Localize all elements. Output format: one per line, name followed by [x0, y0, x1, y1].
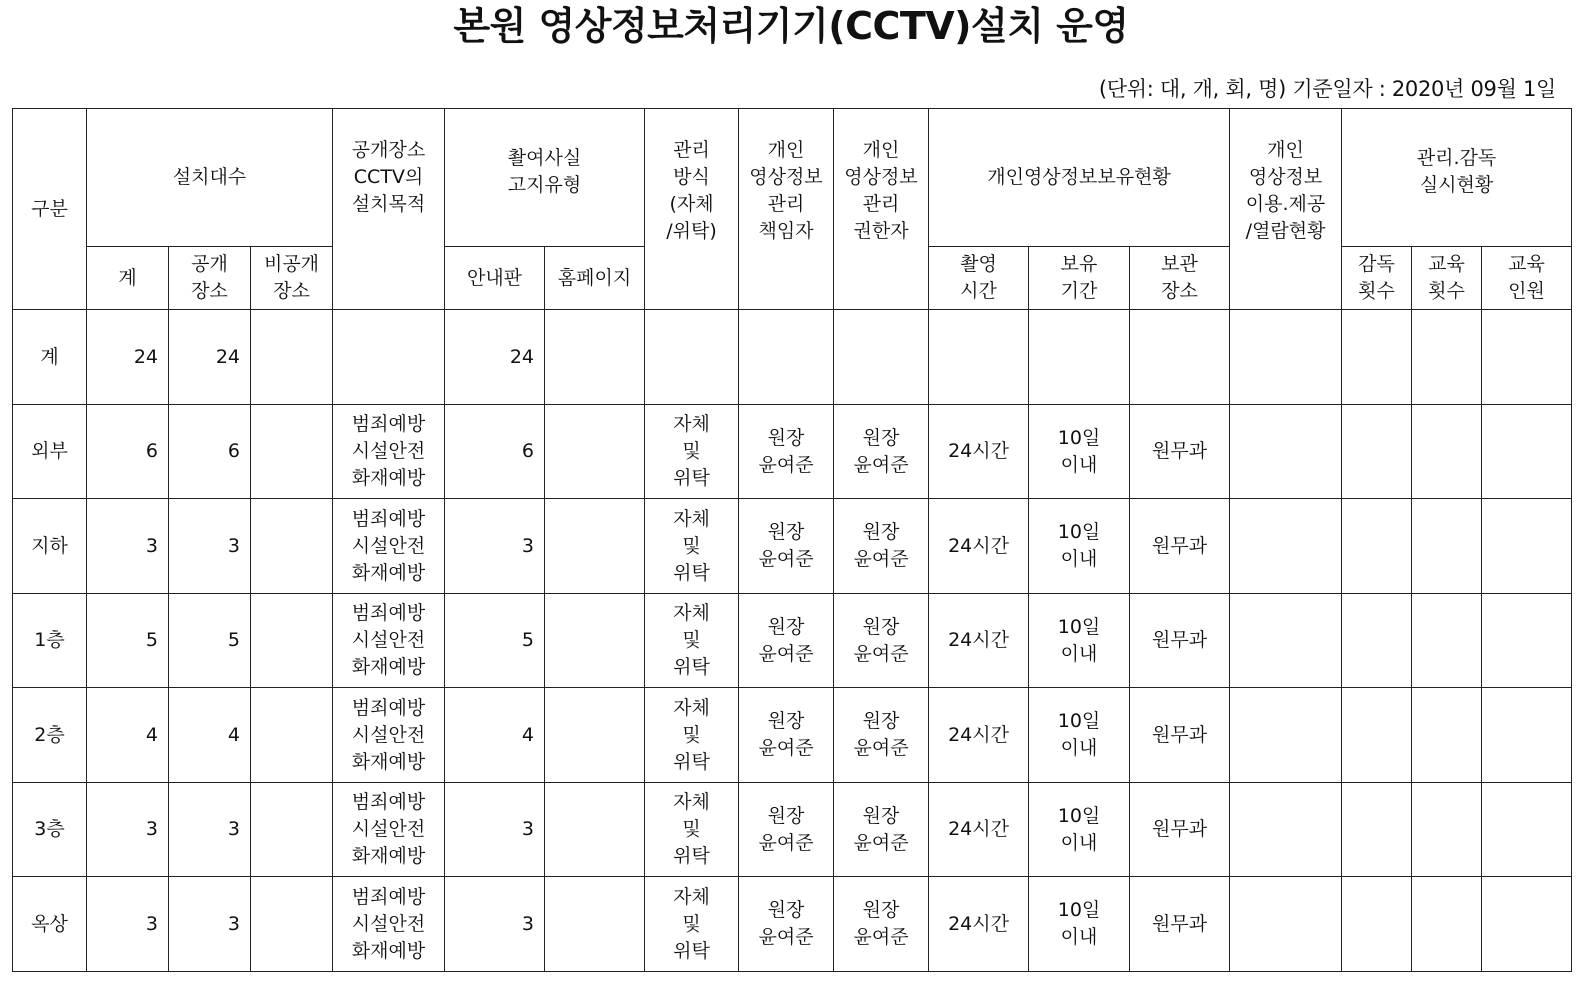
empty-cell	[545, 310, 645, 405]
empty-cell	[929, 310, 1029, 405]
row-management	[645, 782, 739, 877]
header-notice-line: 고지유형	[507, 174, 582, 196]
empty-cell	[1230, 404, 1342, 499]
header-row-1	[13, 109, 1572, 247]
row-authorized-line: 윤여준	[853, 453, 909, 476]
row-manager	[739, 877, 834, 972]
header-gubun: 구분	[13, 109, 87, 310]
empty-cell	[1412, 310, 1482, 405]
header-edu-people-line: 교육	[1508, 253, 1545, 276]
row-purpose-line: 시설안전	[351, 534, 426, 557]
empty-cell	[251, 499, 333, 594]
row-retention-line: 10일	[1057, 710, 1101, 733]
row-public: 6	[169, 404, 251, 499]
header-holding-status: 개인영상정보보유현황	[929, 109, 1230, 247]
row-manager-line: 윤여준	[758, 453, 814, 476]
row-management-line: 및	[682, 723, 701, 746]
empty-cell	[1342, 593, 1412, 688]
row-total: 3	[87, 782, 169, 877]
header-purpose-line: 설치목적	[351, 193, 426, 215]
row-manager	[739, 782, 834, 877]
empty-cell	[1342, 688, 1412, 783]
empty-cell	[251, 877, 333, 972]
row-authorized-line: 원장	[862, 521, 900, 544]
row-purpose-line: 범죄예방	[351, 696, 426, 719]
header-retention	[1029, 247, 1130, 310]
header-storage-line: 장소	[1161, 280, 1198, 303]
row-label: 2층	[13, 688, 87, 783]
header-sup-count	[1342, 247, 1412, 310]
empty-cell	[251, 688, 333, 783]
row-authorized-line: 원장	[862, 710, 900, 733]
row-public: 5	[169, 593, 251, 688]
empty-cell	[1342, 404, 1412, 499]
header-storage-line: 보관	[1161, 253, 1198, 276]
table-row	[13, 688, 1572, 783]
empty-cell	[1130, 310, 1230, 405]
row-retention-line: 이내	[1060, 737, 1098, 760]
row-purpose-line: 화재예방	[351, 939, 426, 962]
row-management-line: 위탁	[673, 467, 710, 490]
row-manager-line: 원장	[767, 710, 805, 733]
row-retention-line: 10일	[1057, 615, 1101, 638]
row-management-line: 자체	[673, 885, 710, 908]
empty-cell	[1412, 499, 1482, 594]
row-manager	[739, 593, 834, 688]
empty-cell	[1230, 782, 1342, 877]
empty-cell	[545, 782, 645, 877]
header-shoot-time	[929, 247, 1029, 310]
header-usage	[1230, 109, 1342, 310]
header-storage	[1130, 247, 1230, 310]
row-purpose-line: 화재예방	[351, 561, 426, 584]
table-row	[13, 404, 1572, 499]
row-signboard: 3	[445, 499, 545, 594]
row-retention-line: 이내	[1060, 831, 1098, 854]
row-manager-line: 원장	[767, 426, 805, 449]
row-authorized-line: 원장	[862, 615, 900, 638]
header-management	[645, 109, 739, 310]
row-purpose-line: 범죄예방	[351, 791, 426, 814]
unit-note: (단위: 대, 개, 회, 명) 기준일자 : 2020년 09월 1일	[1098, 77, 1556, 101]
row-authorized	[834, 499, 929, 594]
empty-cell	[1230, 688, 1342, 783]
header-management-line: /위탁)	[666, 220, 717, 242]
empty-cell	[645, 310, 739, 405]
row-purpose	[333, 782, 445, 877]
row-authorized	[834, 782, 929, 877]
table-row	[13, 877, 1572, 972]
header-nonpublic-line: 비공개	[263, 253, 320, 276]
row-manager-line: 원장	[767, 899, 805, 922]
empty-cell	[545, 688, 645, 783]
row-management-line: 위탁	[673, 845, 710, 868]
row-management	[645, 877, 739, 972]
header-public	[169, 247, 251, 310]
row-authorized-line: 윤여준	[853, 642, 909, 665]
row-shoot-time: 24시간	[929, 404, 1029, 499]
empty-cell	[1412, 877, 1482, 972]
page-title: 본원 영상정보처리기기(CCTV)설치 운영	[453, 4, 1129, 48]
header-purpose	[333, 109, 445, 310]
header-authorized-line: 관리	[862, 193, 900, 215]
row-manager-line: 원장	[767, 521, 805, 544]
table-row	[13, 782, 1572, 877]
row-storage: 원무과	[1130, 782, 1230, 877]
row-retention	[1029, 499, 1130, 594]
empty-cell	[1482, 877, 1572, 972]
header-notice-line: 촬여사실	[507, 147, 582, 169]
empty-cell	[251, 404, 333, 499]
row-total: 6	[87, 404, 169, 499]
header-nonpublic	[251, 247, 333, 310]
row-manager-line: 원장	[767, 804, 805, 827]
row-signboard: 6	[445, 404, 545, 499]
header-purpose-line: CCTV의	[353, 166, 424, 188]
row-authorized-line: 윤여준	[853, 831, 909, 854]
table-row	[13, 593, 1572, 688]
row-retention-line: 이내	[1060, 548, 1098, 571]
row-manager-line: 윤여준	[758, 926, 814, 949]
header-notice-type	[445, 109, 645, 247]
header-supervision-line: 실시현황	[1419, 174, 1494, 196]
table-row	[13, 499, 1572, 594]
row-signboard: 3	[445, 782, 545, 877]
empty-cell	[545, 593, 645, 688]
row-label: 1층	[13, 593, 87, 688]
row-retention-line: 이내	[1060, 453, 1098, 476]
row-purpose-line: 화재예방	[351, 467, 426, 490]
row-public: 3	[169, 782, 251, 877]
row-management-line: 자체	[673, 791, 710, 814]
row-authorized-line: 원장	[862, 899, 900, 922]
total-row-label: 계	[13, 310, 87, 405]
empty-cell	[1482, 688, 1572, 783]
empty-cell	[251, 782, 333, 877]
header-edu-people-line: 인원	[1508, 280, 1545, 303]
header-management-line: 방식	[673, 166, 710, 188]
row-total: 5	[87, 593, 169, 688]
row-purpose	[333, 593, 445, 688]
row-retention	[1029, 782, 1130, 877]
row-management-line: 및	[682, 534, 701, 557]
header-sup-count-line: 횟수	[1358, 280, 1395, 303]
empty-cell	[1230, 877, 1342, 972]
empty-cell	[1482, 782, 1572, 877]
empty-cell	[1482, 310, 1572, 405]
row-management-line: 위탁	[673, 939, 710, 962]
empty-cell	[1412, 782, 1482, 877]
empty-cell	[545, 877, 645, 972]
header-signboard: 안내판	[445, 247, 545, 310]
header-nonpublic-line: 장소	[273, 280, 310, 303]
empty-cell	[1342, 877, 1412, 972]
empty-cell	[1230, 499, 1342, 594]
row-authorized	[834, 593, 929, 688]
header-supervision-line: 관리.감독	[1416, 147, 1497, 169]
row-management-line: 위탁	[673, 750, 710, 773]
row-purpose-line: 시설안전	[351, 818, 426, 841]
header-install-count: 설치대수	[87, 109, 333, 247]
header-manager-line: 관리	[767, 193, 805, 215]
header-manager-line: 개인	[767, 139, 805, 161]
row-management-line: 자체	[673, 507, 710, 530]
header-sup-count-line: 감독	[1358, 253, 1395, 276]
empty-cell	[333, 310, 445, 405]
row-management-line: 자체	[673, 602, 710, 625]
row-purpose-line: 시설안전	[351, 912, 426, 935]
row-public: 3	[169, 499, 251, 594]
row-purpose-line: 화재예방	[351, 845, 426, 868]
header-authorized-line: 개인	[862, 139, 900, 161]
empty-cell	[545, 499, 645, 594]
row-authorized-line: 윤여준	[853, 548, 909, 571]
header-shoot-time-line: 촬영	[960, 253, 997, 276]
row-authorized	[834, 404, 929, 499]
row-shoot-time: 24시간	[929, 499, 1029, 594]
row-signboard: 3	[445, 877, 545, 972]
header-authorized	[834, 109, 929, 310]
row-manager-line: 원장	[767, 615, 805, 638]
row-purpose-line: 시설안전	[351, 629, 426, 652]
empty-cell	[1482, 499, 1572, 594]
header-authorized-line: 영상정보	[844, 166, 918, 188]
row-manager	[739, 404, 834, 499]
row-storage: 원무과	[1130, 593, 1230, 688]
header-edu-count-line: 교육	[1428, 253, 1465, 276]
row-retention-line: 10일	[1057, 899, 1101, 922]
total-row-total: 24	[87, 310, 169, 405]
row-purpose-line: 범죄예방	[351, 413, 426, 436]
header-usage-line: 개인	[1267, 139, 1304, 161]
empty-cell	[1482, 404, 1572, 499]
row-management-line: 및	[682, 912, 701, 935]
row-purpose-line: 화재예방	[351, 750, 426, 773]
row-public: 4	[169, 688, 251, 783]
row-storage: 원무과	[1130, 877, 1230, 972]
empty-cell	[1412, 688, 1482, 783]
row-storage: 원무과	[1130, 404, 1230, 499]
row-signboard: 5	[445, 593, 545, 688]
row-total: 3	[87, 877, 169, 972]
row-purpose-line: 화재예방	[351, 656, 426, 679]
total-row	[13, 310, 1572, 405]
row-storage: 원무과	[1130, 499, 1230, 594]
row-retention-line: 10일	[1057, 521, 1101, 544]
row-management-line: 및	[682, 629, 701, 652]
row-storage: 원무과	[1130, 688, 1230, 783]
row-authorized	[834, 877, 929, 972]
row-manager-line: 윤여준	[758, 737, 814, 760]
row-management	[645, 499, 739, 594]
row-retention	[1029, 877, 1130, 972]
row-authorized	[834, 688, 929, 783]
row-label: 옥상	[13, 877, 87, 972]
row-purpose	[333, 688, 445, 783]
empty-cell	[1230, 310, 1342, 405]
header-manager	[739, 109, 834, 310]
empty-cell	[1029, 310, 1130, 405]
row-shoot-time: 24시간	[929, 782, 1029, 877]
total-row-public: 24	[169, 310, 251, 405]
row-management-line: 자체	[673, 413, 710, 436]
header-management-line: (자체	[669, 193, 714, 215]
row-management	[645, 404, 739, 499]
row-retention-line: 이내	[1060, 926, 1098, 949]
row-retention	[1029, 688, 1130, 783]
row-manager-line: 윤여준	[758, 642, 814, 665]
row-purpose-line: 범죄예방	[351, 885, 426, 908]
empty-cell	[739, 310, 834, 405]
cctv-table	[12, 108, 1572, 972]
header-public-line: 장소	[191, 280, 228, 303]
row-label: 3층	[13, 782, 87, 877]
empty-cell	[1342, 310, 1412, 405]
row-management-line: 위탁	[673, 656, 710, 679]
row-purpose	[333, 877, 445, 972]
row-authorized-line: 윤여준	[853, 737, 909, 760]
header-public-line: 공개	[191, 253, 228, 276]
row-management-line: 자체	[673, 696, 710, 719]
row-label: 지하	[13, 499, 87, 594]
header-shoot-time-line: 시간	[960, 280, 997, 303]
row-purpose-line: 시설안전	[351, 440, 426, 463]
row-public: 3	[169, 877, 251, 972]
row-purpose-line: 범죄예방	[351, 507, 426, 530]
header-edu-count	[1412, 247, 1482, 310]
row-authorized-line: 윤여준	[853, 926, 909, 949]
row-management	[645, 593, 739, 688]
header-edu-people	[1482, 247, 1572, 310]
row-label: 외부	[13, 404, 87, 499]
row-total: 4	[87, 688, 169, 783]
row-manager-line: 윤여준	[758, 548, 814, 571]
row-retention-line: 10일	[1057, 426, 1101, 449]
row-manager	[739, 499, 834, 594]
empty-cell	[834, 310, 929, 405]
empty-cell	[251, 593, 333, 688]
header-manager-line: 영상정보	[749, 166, 823, 188]
empty-cell	[1230, 593, 1342, 688]
row-authorized-line: 원장	[862, 426, 900, 449]
empty-cell	[1482, 593, 1572, 688]
row-purpose	[333, 404, 445, 499]
total-row-signboard: 24	[445, 310, 545, 405]
row-purpose	[333, 499, 445, 594]
header-management-line: 관리	[673, 139, 710, 161]
row-purpose-line: 시설안전	[351, 723, 426, 746]
header-edu-count-line: 횟수	[1428, 280, 1465, 303]
row-retention	[1029, 593, 1130, 688]
empty-cell	[1342, 782, 1412, 877]
header-homepage: 홈페이지	[545, 247, 645, 310]
empty-cell	[1412, 404, 1482, 499]
row-shoot-time: 24시간	[929, 593, 1029, 688]
empty-cell	[1412, 593, 1482, 688]
header-manager-line: 책임자	[758, 220, 814, 242]
row-shoot-time: 24시간	[929, 688, 1029, 783]
header-purpose-line: 공개장소	[351, 139, 426, 161]
row-manager	[739, 688, 834, 783]
row-retention-line: 10일	[1057, 804, 1101, 827]
row-signboard: 4	[445, 688, 545, 783]
row-management-line: 위탁	[673, 561, 710, 584]
row-retention	[1029, 404, 1130, 499]
header-retention-line: 보유	[1060, 253, 1098, 276]
row-retention-line: 이내	[1060, 642, 1098, 665]
row-management	[645, 688, 739, 783]
header-usage-line: 영상정보	[1248, 166, 1323, 188]
empty-cell	[251, 310, 333, 405]
row-manager-line: 윤여준	[758, 831, 814, 854]
header-usage-line: 이용.제공	[1245, 193, 1326, 215]
row-management-line: 및	[682, 818, 701, 841]
header-retention-line: 기간	[1060, 280, 1098, 303]
header-authorized-line: 권한자	[853, 220, 909, 242]
header-usage-line: /열람현황	[1245, 220, 1326, 242]
row-purpose-line: 범죄예방	[351, 602, 426, 625]
empty-cell	[1342, 499, 1412, 594]
row-total: 3	[87, 499, 169, 594]
header-total: 계	[87, 247, 169, 310]
row-management-line: 및	[682, 440, 701, 463]
header-supervision	[1342, 109, 1572, 247]
empty-cell	[545, 404, 645, 499]
row-authorized-line: 원장	[862, 804, 900, 827]
row-shoot-time: 24시간	[929, 877, 1029, 972]
